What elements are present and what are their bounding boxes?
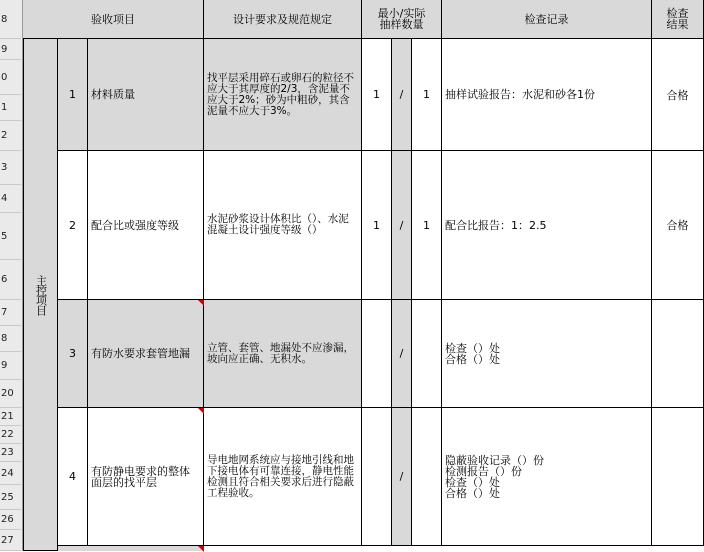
header-result-line2: 结果 xyxy=(666,18,689,31)
row1-record[interactable] xyxy=(442,39,652,151)
row2-actual[interactable] xyxy=(412,151,442,300)
row2-min-text: 1 xyxy=(373,218,380,232)
row3-min[interactable] xyxy=(362,300,392,408)
header-sample-line2: 抽样数量 xyxy=(379,18,424,31)
row4-slash[interactable] xyxy=(392,408,412,546)
row2-no-text: 2 xyxy=(69,218,76,232)
row3-result[interactable] xyxy=(652,300,704,408)
row-header-column xyxy=(0,0,23,551)
row-number[interactable]: 8 xyxy=(0,0,21,39)
row3-item[interactable] xyxy=(88,300,204,408)
row-number[interactable]: 0 xyxy=(0,60,21,95)
row4-record-text: 隐蔽验收记录（）份 检测报告（）份 检查（）处 合格（）处 xyxy=(445,453,544,500)
row4-actual[interactable] xyxy=(412,408,442,546)
row2-record-text: 配合比报告：1：2.5 xyxy=(445,218,547,232)
row2-slash[interactable] xyxy=(392,151,412,300)
row-number[interactable]: 20 xyxy=(0,380,21,408)
row-number[interactable]: 26 xyxy=(0,510,21,530)
row4-no[interactable] xyxy=(58,408,88,546)
row1-actual[interactable] xyxy=(412,39,442,151)
row-number[interactable]: 1 xyxy=(0,95,21,121)
row2-design[interactable] xyxy=(204,151,362,300)
row2-design-text: 水泥砂浆设计体积比（）、水泥混凝土设计强度等级（） xyxy=(207,213,349,236)
header-record-label: 检查记录 xyxy=(524,13,569,26)
row-number[interactable]: 25 xyxy=(0,485,21,510)
row2-result[interactable] xyxy=(652,151,704,300)
header-design-label: 设计要求及规范规定 xyxy=(233,13,332,26)
comment-indicator[interactable] xyxy=(198,408,204,414)
row1-record-text: 抽样试验报告：水泥和砂各1份 xyxy=(445,88,595,101)
row4-slash-text: / xyxy=(399,470,404,483)
row3-actual[interactable] xyxy=(412,300,442,408)
row1-result[interactable] xyxy=(652,39,704,151)
row-number[interactable]: 21 xyxy=(0,408,21,426)
row3-design-text: 立管、套管、地漏处不应渗漏，坡向应正确、无积水。 xyxy=(207,341,354,365)
row-number[interactable]: 2 xyxy=(0,121,21,151)
row1-min[interactable] xyxy=(362,39,392,151)
row1-slash-text: / xyxy=(399,88,404,101)
row3-record[interactable] xyxy=(442,300,652,408)
header-sample-line1: 最小/实际 xyxy=(377,7,426,20)
row-number[interactable]: 22 xyxy=(0,426,21,444)
header-sample[interactable] xyxy=(362,0,442,39)
row1-design[interactable] xyxy=(204,39,362,151)
row-number[interactable]: 9 xyxy=(0,352,21,380)
row1-result-text: 合格 xyxy=(666,88,689,102)
row3-item-text: 有防水要求套管地漏 xyxy=(91,347,190,360)
row1-no-text: 1 xyxy=(69,88,76,101)
row-number[interactable]: 6 xyxy=(0,260,21,300)
row4-record[interactable] xyxy=(442,408,652,546)
row3-no-text: 3 xyxy=(69,347,76,360)
row1-min-text: 1 xyxy=(373,88,380,101)
row2-result-text: 合格 xyxy=(666,219,689,232)
row2-min[interactable] xyxy=(362,151,392,300)
header-items[interactable] xyxy=(23,0,204,39)
row1-item-text: 材料质量 xyxy=(91,88,135,101)
comment-indicator[interactable] xyxy=(198,546,204,552)
header-items-label: 验收项目 xyxy=(91,13,135,26)
row-number[interactable]: 24 xyxy=(0,462,21,485)
row2-actual-text: 1 xyxy=(423,218,430,232)
row1-no[interactable] xyxy=(58,39,88,151)
row2-record[interactable] xyxy=(442,151,652,300)
row-number[interactable]: 9 xyxy=(0,39,21,60)
row1-design-text: 找平层采用碎石或卵石的粒径不应大于其厚度的2/3，含泥量不应大于2%；砂为中粗砂，其含泥量不应大于3%。 xyxy=(207,71,354,117)
row-number[interactable]: 27 xyxy=(0,530,21,551)
row-number[interactable]: 4 xyxy=(0,185,21,213)
row3-record-text: 检查（）处 合格（）处 xyxy=(445,341,500,366)
row-number[interactable]: 23 xyxy=(0,444,21,462)
next-row-sliver xyxy=(58,546,204,551)
row-number[interactable]: 7 xyxy=(0,300,21,326)
row4-item[interactable] xyxy=(88,408,204,546)
row1-item[interactable] xyxy=(88,39,204,151)
row4-design[interactable] xyxy=(204,408,362,546)
row3-no[interactable] xyxy=(58,300,88,408)
header-result-line1: 检查 xyxy=(666,7,689,20)
comment-indicator[interactable] xyxy=(198,300,204,306)
header-result[interactable] xyxy=(652,0,704,39)
row-number[interactable]: 8 xyxy=(0,326,21,352)
row-number[interactable]: 5 xyxy=(0,213,21,260)
row3-design[interactable] xyxy=(204,300,362,408)
row-number[interactable]: 3 xyxy=(0,151,21,185)
group-label: 主控项目 xyxy=(34,274,48,315)
row4-result[interactable] xyxy=(652,408,704,546)
row3-slash-text: / xyxy=(399,347,404,360)
row4-no-text: 4 xyxy=(69,470,76,483)
row4-item-text: 有防静电要求的整体面层的找平层 xyxy=(91,464,190,489)
inspection-table xyxy=(23,0,704,551)
row1-actual-text: 1 xyxy=(423,88,430,101)
row4-min[interactable] xyxy=(362,408,392,546)
row2-slash-text: / xyxy=(399,218,404,232)
row3-slash[interactable] xyxy=(392,300,412,408)
row2-item[interactable] xyxy=(88,151,204,300)
row2-item-text: 配合比或强度等级 xyxy=(91,218,179,232)
header-record[interactable] xyxy=(442,0,652,39)
header-design[interactable] xyxy=(204,0,362,39)
row4-design-text: 导电地网系统应与接地引线和地下接电体有可靠连接，静电性能检测且符合相关要求后进行隐蔽工程验收。 xyxy=(207,453,354,499)
row2-no[interactable] xyxy=(58,151,88,300)
group-label-cell[interactable] xyxy=(23,39,58,551)
row1-slash[interactable] xyxy=(392,39,412,151)
